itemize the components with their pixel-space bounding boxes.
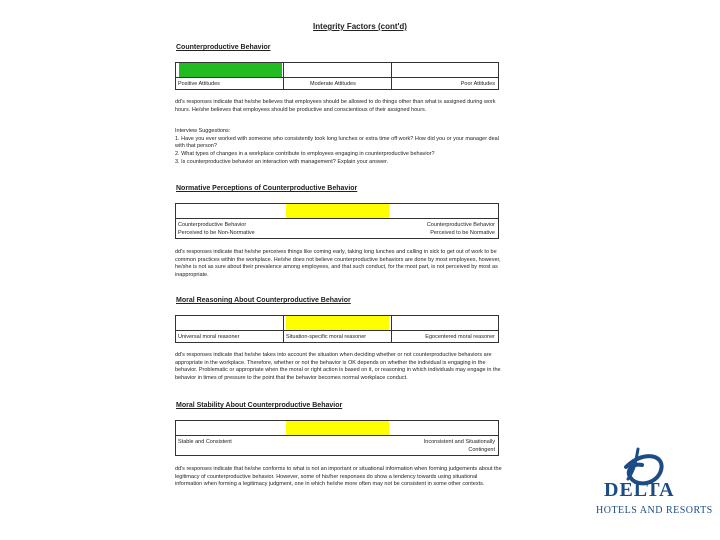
yellow-indicator — [286, 204, 389, 218]
scale-bar-normative-perceptions — [175, 203, 499, 239]
section-paragraph: dd's responses indicate that he/she believes that employees should be allowed to do things other than what is assigned during work hours. He/she believes that employees should be productive and conscientious of their assigned hours. — [175, 99, 496, 113]
scale-label-right: Egocentered moral reasoner — [425, 334, 495, 340]
scale-label-right: Poor Attitudes — [460, 81, 495, 87]
scale-bar-moral-reasoning — [175, 315, 499, 343]
section-paragraph: dd's responses indicate that he/she perceives things like coming early, taking long lunches and calling in sick to get out of work to be common practices within the workplace. He/she does not believe counterproductive behaviors are done by most employees, however, he/she is not as sure about their prevalence among employees, and that such conduct, for the most part, is not perceived by most as inappropriate. — [175, 249, 501, 279]
scale-label-left: Perceived to be Non-Normative — [178, 230, 255, 236]
section-paragraph: dd's responses indicate that he/she takes into account the situation when deciding whether or not counterproductive behaviors are appropriate in the workplace. Therefore, whether or not the behavior is OK depends on whether the individual is engaging in the behavior. Problematic or appropriate when the moral or right action is based on it, or reasoning in which individuals may engage in the behavior in times of pressure to the point that the behavior becomes normal workplace conduct. — [175, 352, 501, 382]
yellow-indicator — [286, 316, 389, 330]
scale-label-left: Positive Attitudes — [178, 81, 220, 87]
page-title: Integrity Factors (cont'd) — [313, 22, 407, 31]
scale-label-middle: Moderate Attitudes — [310, 81, 356, 87]
scale-label-left: Stable and Consistent — [178, 439, 232, 445]
section-title-counterproductive-behavior: Counterproductive Behavior — [176, 44, 271, 51]
scale-divider — [391, 63, 392, 89]
scale-bar-moral-stability — [175, 420, 499, 456]
section-title-moral-stability: Moral Stability About Counterproductive Behavior — [176, 402, 343, 409]
scale-divider — [391, 316, 392, 342]
scale-label-right: Counterproductive Behavior — [426, 222, 495, 228]
logo-wordmark: DELTA — [604, 479, 675, 501]
scale-label-left: Counterproductive Behavior — [178, 222, 247, 228]
green-indicator — [179, 63, 282, 77]
scale-bar-counterproductive-behavior — [175, 62, 499, 90]
section-paragraph: dd's responses indicate that he/she conforms to what is not an important or situational information when forming judgements about the legitimacy of counterproductive behavior. However, some of his/her responses do show a tendency towards using situational information when forming a legitimacy judgment, one in which he/she more often may not be consistent in some other contexts. — [175, 466, 502, 488]
scale-label-right: Contingent — [468, 447, 495, 453]
scale-label-right: Perceived to be Normative — [430, 230, 495, 236]
section-title-moral-reasoning: Moral Reasoning About Counterproductive Behavior — [176, 297, 351, 304]
section-title-normative-perceptions: Normative Perceptions of Counterproductive Behavior — [176, 185, 358, 192]
scale-divider — [283, 316, 284, 342]
scale-label-left: Universal moral reasoner — [178, 334, 240, 340]
scale-label-right: Inconsistent and Situationally — [423, 439, 495, 445]
scale-label-middle: Situation-specific moral reasoner — [286, 334, 367, 340]
scale-divider — [283, 63, 284, 89]
interview-suggestions: Interview Suggestions: 1. Have you ever worked with someone who consistently took long lunches or extra time off work? How did you or your manager deal with that person? 2. What types of changes in a workplace contribute to employees engaging in counterproductive behavior? 3. Is counterproductive behavior an interaction with management? Explain your answer. — [175, 128, 499, 165]
logo-subtitle: HOTELS AND RESORTS — [596, 505, 713, 516]
yellow-indicator — [286, 421, 389, 435]
